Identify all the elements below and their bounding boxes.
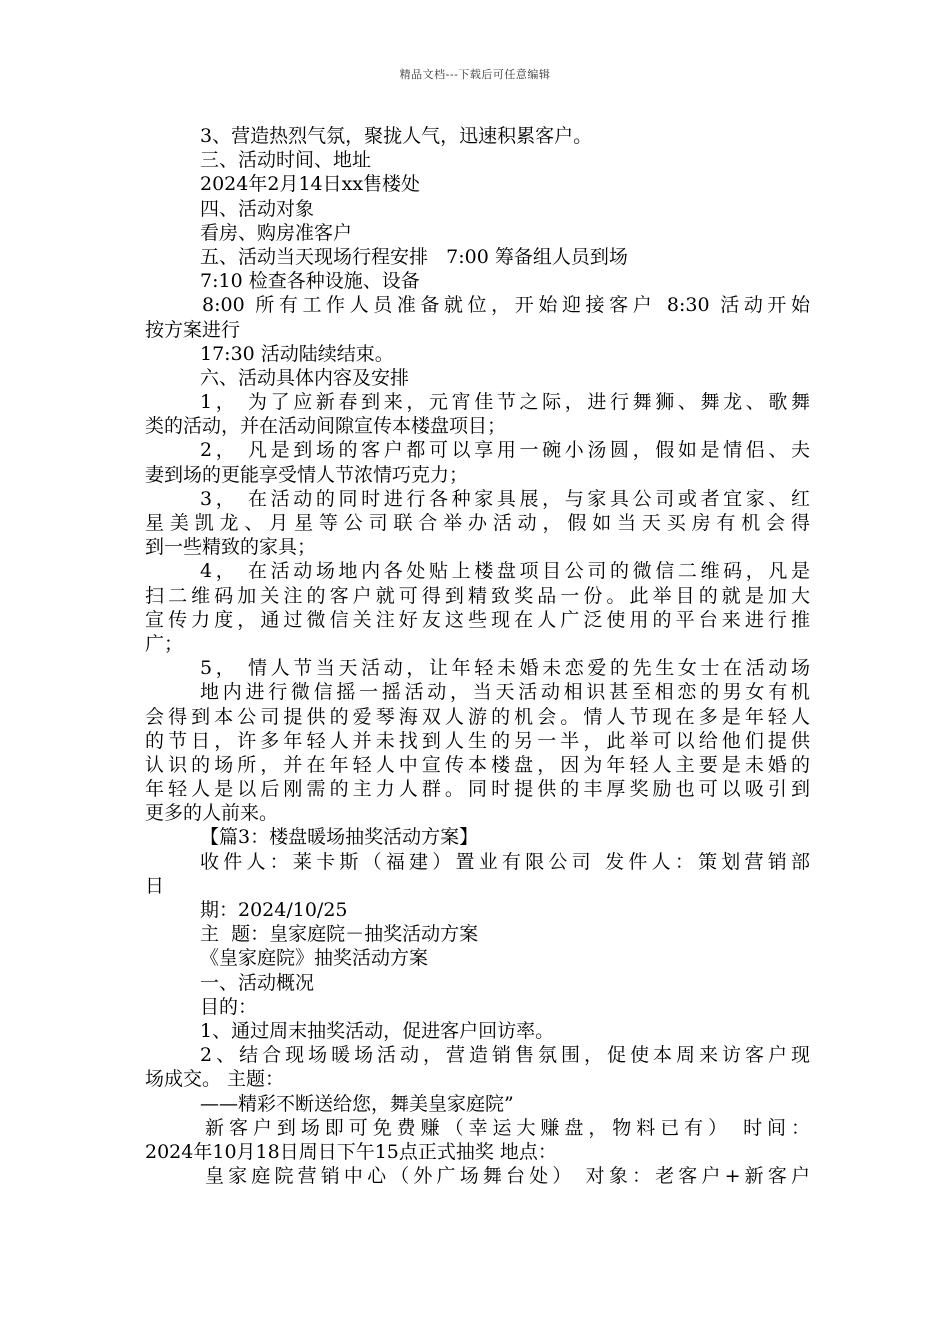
paragraph-line: 的节日，许多年轻人并未找到人生的另一半，此举可以给他们提供 (145, 729, 810, 752)
paragraph-line: 3、营造热烈气氛，聚拢人气，迅速积累客户。 (200, 125, 593, 147)
paragraph-line: 更多的人前来。 (145, 802, 279, 825)
memo-subject-line: 主 题：皇家庭院－抽奖活动方案 (200, 923, 479, 946)
paragraph-line: 地内进行微信摇一摇活动，当天活动相识甚至相恋的男女有机 (200, 681, 810, 704)
paragraph-line: 年轻人是以后刚需的主力人群。同时提供的丰厚奖励也可以吸引到 (145, 778, 810, 801)
list-item: 5， 情人节当天活动，让年轻未婚未恋爱的先生女士在活动场 (200, 657, 810, 680)
section-heading: 一、活动概况 (200, 971, 315, 994)
list-item: 4， 在活动场地内各处贴上楼盘项目公司的微信二维码，凡是 (200, 560, 810, 583)
paragraph-line: 按方案进行 (145, 318, 241, 341)
memo-date-line: 期：2024/10/25 (200, 899, 348, 921)
paragraph-line: 类的活动，并在活动间隙宣传本楼盘项目； (145, 415, 507, 438)
paragraph-line: 目的： (200, 995, 258, 1018)
document-title: 《皇家庭院》抽奖活动方案 (200, 947, 429, 970)
list-item: 1， 为了应新春到来，元宵佳节之际，进行舞狮、舞龙、歌舞 (200, 391, 810, 414)
paragraph-line: 广； (145, 632, 184, 655)
section-heading: 五、活动当天现场行程安排 7:00 筹备组人员到场 (200, 245, 628, 268)
document-body (145, 124, 810, 1188)
section-heading: 六、活动具体内容及安排 (200, 366, 410, 389)
memo-recipient-line: 收件人：莱卡斯（福建）置业有限公司 发件人：策划营销部 (200, 850, 810, 873)
paragraph-line: 星美凯龙、月星等公司联合举办活动，假如当天买房有机会得 (145, 512, 810, 534)
paragraph-line: 17:30 活动陆续结束。 (200, 342, 394, 365)
paragraph-line: 场成交。 主题： (145, 1068, 285, 1091)
list-item: 1、通过周末抽奖活动，促进客户回访率。 (200, 1019, 555, 1042)
paragraph-line: 宣传力度，通过微信关注好友这些现在人广泛使用的平台来进行推 (145, 608, 810, 631)
paragraph-line: 2024年2月14日xx售楼处 (200, 173, 421, 196)
header-note: 精品文档---下载后可任意编辑 (399, 68, 551, 81)
paragraph-line: 7:10 检查各种设施、设备 (200, 270, 420, 293)
section-heading: 三、活动时间、地址 (200, 149, 372, 172)
paragraph-line: 到一些精致的家具； (145, 536, 317, 559)
paragraph-line: 新客户到场即可免费赚（幸运大赚盘，物料已有） 时间： (205, 1116, 810, 1139)
list-item: 3， 在活动的同时进行各种家具展，与家具公司或者宜家、红 (200, 487, 810, 510)
paragraph-line: 看房、购房准客户 (200, 221, 353, 244)
paragraph-line: 皇家庭院营销中心（外广场舞台处） 对象：老客户+新客户 (205, 1165, 810, 1188)
paragraph-line: 8:00 所有工作人员准备就位，开始迎接客户 8:30 活动开始 (202, 294, 810, 317)
paragraph-line: ——精彩不断送给您，舞美皇家庭院” (200, 1092, 514, 1115)
paragraph-line: 2024年10月18日周日下午15点正式抽奖 地点： (145, 1140, 557, 1163)
paragraph-line: 妻到场的更能享受情人节浓情巧克力； (145, 463, 469, 486)
paragraph-line: 会得到本公司提供的爱琴海双人游的机会。情人节现在多是年轻人 (145, 705, 810, 728)
section-heading: 四、活动对象 (200, 197, 315, 220)
paragraph-line: 认识的场所，并在年轻人中宣传本楼盘，因为年轻人主要是未婚的 (145, 753, 810, 776)
chapter-heading: 【篇3：楼盘暖场抽奖活动方案】 (200, 826, 479, 849)
paragraph-line: 扫二维码加关注的客户就可得到精致奖品一份。此举目的就是加大 (145, 584, 810, 607)
list-item: 2， 凡是到场的客户都可以享用一碗小汤圆，假如是情侣、夫 (200, 439, 810, 462)
paragraph-line: 日 (145, 874, 165, 897)
list-item: 2、结合现场暖场活动，营造销售氛围，促使本周来访客户现 (200, 1044, 810, 1067)
